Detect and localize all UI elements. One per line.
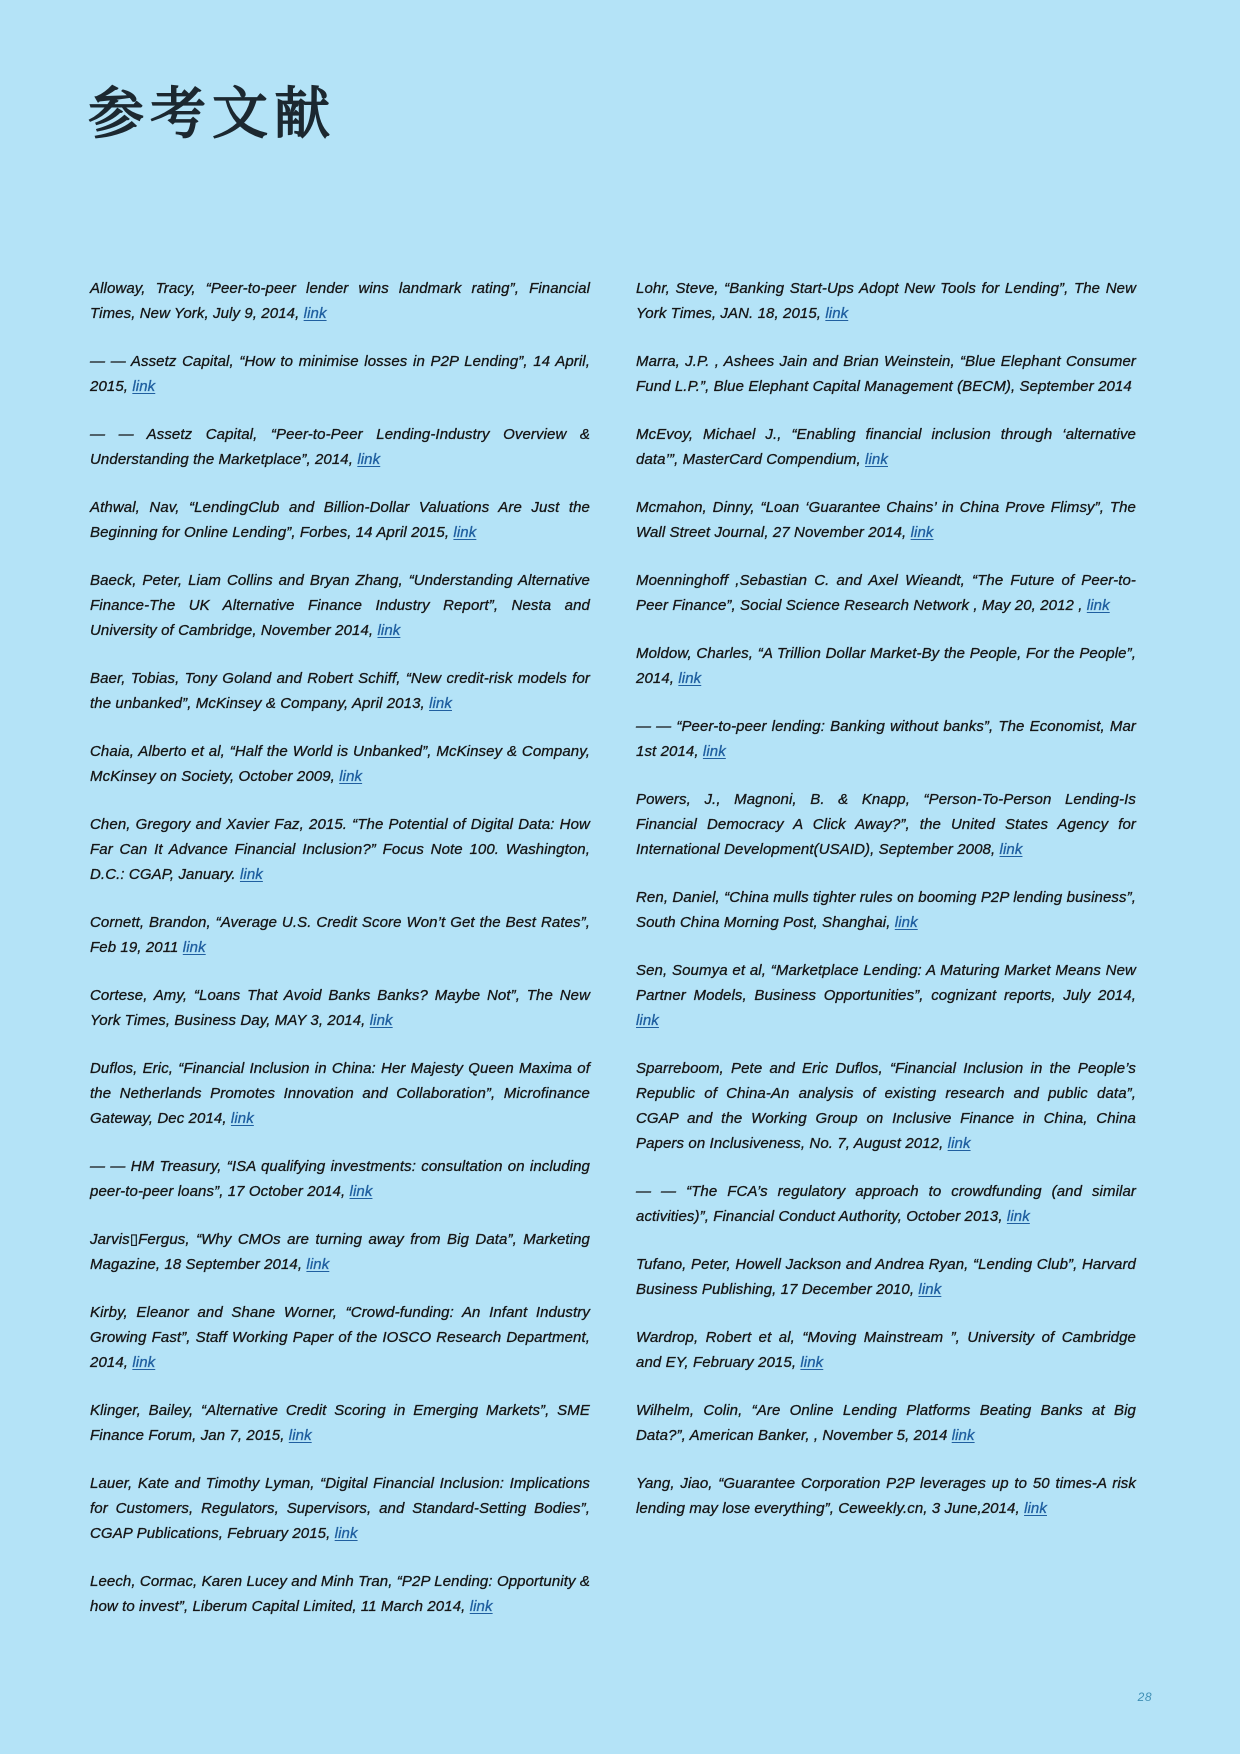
reference-link[interactable]: link (865, 451, 888, 468)
reference-link[interactable]: link (357, 451, 381, 468)
reference-text: Baer, Tobias, Tony Goland and Robert Schiff, “New credit-risk models for the unbanked”, McKinsey & Company, April 2013, (90, 670, 590, 712)
reference-text: — — Assetz Capital, “Peer-to-Peer Lending-Industry Overview & Understanding the Marketplace”, 2014, (90, 426, 590, 468)
reference-text: — — Assetz Capital, “How to minimise losses in P2P Lending”, 14 April, 2015, (90, 353, 590, 395)
reference-link[interactable]: link (1086, 597, 1110, 614)
reference-entry (90, 910, 590, 960)
reference-link[interactable]: link (678, 670, 702, 687)
reference-text: Jarvis▯Fergus, “Why CMOs are turning away from Big Data”, Marketing Magazine, 18 September 2014, (90, 1231, 590, 1273)
reference-text: Wilhelm, Colin, “Are Online Lending Platforms Beating Banks at Big Data?”, American Banker, , November 5, 2014 (636, 1402, 1136, 1444)
reference-text: Kirby, Eleanor and Shane Worner, “Crowd-funding: An Infant Industry Growing Fast”, Staff Working Paper of the IOSCO Research Department, 2014, (90, 1304, 590, 1371)
reference-entry (636, 1325, 1136, 1375)
reference-entry (90, 983, 590, 1033)
references-left-column (90, 276, 590, 1642)
reference-link[interactable]: link (800, 1354, 824, 1371)
reference-text: Powers, J., Magnoni, B. & Knapp, “Person-To-Person Lending-Is Financial Democracy A Click Away?”, the United States Agency for International Development(USAID), September 2008, (636, 791, 1136, 858)
reference-text: Lohr, Steve, “Banking Start-Ups Adopt New Tools for Lending”, The New York Times, JAN. 18, 2015, (636, 280, 1136, 322)
reference-entry (636, 495, 1136, 545)
reference-entry (636, 1179, 1136, 1229)
reference-text: Duflos, Eric, “Financial Inclusion in China: Her Majesty Queen Maxima of the Netherlands Promotes Innovation and Collaboration”, Microfinance Gateway, Dec 2014, (90, 1060, 590, 1127)
reference-text: — — HM Treasury, “ISA qualifying investments: consultation on including peer-to-peer loans”, 17 October 2014, (90, 1158, 590, 1200)
reference-entry (90, 495, 590, 545)
reference-entry (636, 958, 1136, 1033)
reference-entry (636, 1471, 1136, 1521)
reference-entry (636, 1398, 1136, 1448)
reference-text: Sparreboom, Pete and Eric Duflos, “Financial Inclusion in the People’s Republic of China-An analysis of existing research and public data”, CGAP and the Working Group on Inclusive Finance in China, China Papers on Inclusiveness, No. 7, August 2012, (636, 1060, 1136, 1152)
reference-text: Yang, Jiao, “Guarantee Corporation P2P leverages up to 50 times-A risk lending may lose everything”, Ceweekly.cn, 3 June,2014, (636, 1475, 1136, 1517)
reference-text: Chen, Gregory and Xavier Faz, 2015. “The Potential of Digital Data: How Far Can It Advance Financial Inclusion?” Focus Note 100. Washington, D.C.: CGAP, January. (90, 816, 590, 883)
reference-entry (636, 1252, 1136, 1302)
reference-entry (636, 885, 1136, 935)
reference-text: Baeck, Peter, Liam Collins and Bryan Zhang, “Understanding Alternative Finance-The UK Alternative Finance Industry Report”, Nesta and University of Cambridge, November 2014, (90, 572, 590, 639)
reference-text: — — “Peer-to-peer lending: Banking without banks”, The Economist, Mar 1st 2014, (636, 718, 1136, 760)
reference-link[interactable]: link (636, 1012, 659, 1029)
reference-link[interactable]: link (288, 1427, 312, 1444)
reference-entry (90, 1227, 590, 1277)
reference-text: Marra, J.P. , Ashees Jain and Brian Weinstein, “Blue Elephant Consumer Fund L.P.”, Blue Elephant Capital Management (BECM), September 2014 (636, 353, 1136, 395)
reference-entry (636, 641, 1136, 691)
reference-link[interactable]: link (230, 1110, 254, 1127)
reference-link[interactable]: link (369, 1012, 393, 1029)
reference-entry (636, 349, 1136, 399)
reference-link[interactable]: link (377, 622, 401, 639)
reference-link[interactable]: link (306, 1256, 330, 1273)
reference-link[interactable]: link (825, 305, 849, 322)
reference-entry (90, 812, 590, 887)
reference-link[interactable]: link (702, 743, 726, 760)
page-title: 参考文献 (88, 81, 336, 147)
reference-link[interactable]: link (1006, 1208, 1030, 1225)
reference-text: Mcmahon, Dinny, “Loan ‘Guarantee Chains’ in China Prove Flimsy”, The Wall Street Journal, 27 November 2014, (636, 499, 1136, 541)
reference-entry (90, 422, 590, 472)
reference-link[interactable]: link (947, 1135, 971, 1152)
reference-entry (90, 276, 590, 326)
reference-text: McEvoy, Michael J., “Enabling financial inclusion through ‘alternative data’”, MasterCard Compendium, (636, 426, 1136, 468)
reference-text: Leech, Cormac, Karen Lucey and Minh Tran, “P2P Lending: Opportunity & how to invest”, Liberum Capital Limited, 11 March 2014, (90, 1573, 590, 1615)
reference-link[interactable]: link (303, 305, 327, 322)
reference-link[interactable]: link (918, 1281, 942, 1298)
reference-entry (90, 1569, 590, 1619)
reference-text: Ren, Daniel, “China mulls tighter rules on booming P2P lending business”, South China Morning Post, Shanghai, (636, 889, 1136, 931)
reference-link[interactable]: link (429, 695, 452, 712)
reference-text: Wardrop, Robert et al, “Moving Mainstream ”, University of Cambridge and EY, February 2015, (636, 1329, 1136, 1371)
reference-entry (636, 422, 1136, 472)
reference-text: Athwal, Nav, “LendingClub and Billion-Dollar Valuations Are Just the Beginning for Online Lending”, Forbes, 14 April 2015, (90, 499, 590, 541)
reference-link[interactable]: link (910, 524, 934, 541)
reference-link[interactable]: link (453, 524, 477, 541)
reference-entry (90, 1398, 590, 1448)
reference-text: Lauer, Kate and Timothy Lyman, “Digital Financial Inclusion: Implications for Customers, Regulators, Supervisors, and Standard-Setting Bodies”, CGAP Publications, February 2015, (90, 1475, 590, 1542)
reference-link[interactable]: link (951, 1427, 975, 1444)
reference-entry (636, 1056, 1136, 1156)
reference-entry (90, 1300, 590, 1375)
reference-text: Sen, Soumya et al, “Marketplace Lending: A Maturing Market Means New Partner Models, Business Opportunities”, cognizant reports, July 2014, (636, 962, 1136, 1004)
reference-link[interactable]: link (999, 841, 1023, 858)
reference-entry (90, 739, 590, 789)
reference-entry (636, 276, 1136, 326)
reference-link[interactable]: link (1024, 1500, 1047, 1517)
reference-entry (90, 1154, 590, 1204)
reference-text: Chaia, Alberto et al, “Half the World is Unbanked”, McKinsey & Company, McKinsey on Society, October 2009, (90, 743, 590, 785)
reference-entry (90, 349, 590, 399)
reference-link[interactable]: link (469, 1598, 493, 1615)
reference-text: Tufano, Peter, Howell Jackson and Andrea Ryan, “Lending Club”, Harvard Business Publishing, 17 December 2010, (636, 1256, 1136, 1298)
reference-entry (636, 714, 1136, 764)
reference-entry (90, 666, 590, 716)
reference-link[interactable]: link (349, 1183, 373, 1200)
reference-text: — — “The FCA’s regulatory approach to crowdfunding (and similar activities)”, Financial Conduct Authority, October 2013, (636, 1183, 1136, 1225)
reference-link[interactable]: link (132, 1354, 156, 1371)
reference-link[interactable]: link (182, 939, 206, 956)
reference-text: Cornett, Brandon, “Average U.S. Credit Score Won’t Get the Best Rates”, Feb 19, 2011 (90, 914, 590, 956)
reference-entry (90, 1471, 590, 1546)
reference-text: Cortese, Amy, “Loans That Avoid Banks Banks? Maybe Not”, The New York Times, Business Day, MAY 3, 2014, (90, 987, 590, 1029)
reference-text: Klinger, Bailey, “Alternative Credit Scoring in Emerging Markets”, SME Finance Forum, Jan 7, 2015, (90, 1402, 590, 1444)
reference-text: Alloway, Tracy, “Peer-to-peer lender wins landmark rating”, Financial Times, New York, July 9, 2014, (90, 280, 590, 322)
reference-link[interactable]: link (894, 914, 918, 931)
reference-link[interactable]: link (239, 866, 263, 883)
reference-text: Moldow, Charles, “A Trillion Dollar Market-By the People, For the People”, 2014, (636, 645, 1136, 687)
references-right-column (636, 276, 1136, 1544)
page-number: 28 (1137, 1690, 1152, 1704)
reference-entry (636, 568, 1136, 618)
reference-text: Moenninghoff ,Sebastian C. and Axel Wieandt, “The Future of Peer-to-Peer Finance”, Social Science Research Network , May 20, 2012 , (636, 572, 1136, 614)
reference-entry (90, 568, 590, 643)
reference-entry (90, 1056, 590, 1131)
reference-link[interactable]: link (339, 768, 363, 785)
reference-link[interactable]: link (132, 378, 156, 395)
reference-link[interactable]: link (334, 1525, 358, 1542)
reference-entry (636, 787, 1136, 862)
